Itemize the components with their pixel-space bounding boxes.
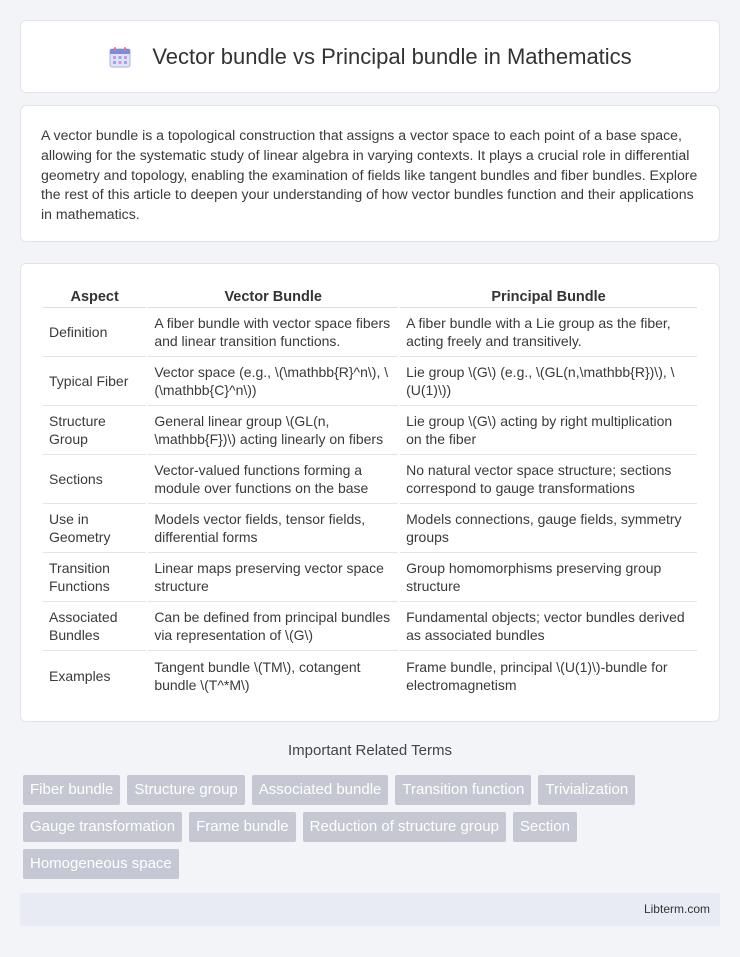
column-header-principal-bundle: Principal Bundle: [400, 282, 697, 308]
cell-principal-bundle-examples: Frame bundle, principal \(U(1)\)-bundle for electromagnetism: [406, 658, 668, 693]
related-terms-list: [23, 775, 703, 879]
related-term-tag[interactable]: Associated bundle: [252, 775, 389, 805]
cell-principal-bundle-use-in-geometry: Models connections, gauge fields, symmetry groups: [400, 504, 697, 553]
cell-principal-bundle-associated-bundles: Fundamental objects; vector bundles derived as associated bundles: [400, 602, 697, 651]
cell-vector-bundle-use-in-geometry: Models vector fields, tensor fields, differential forms: [148, 504, 398, 553]
cell-vector-bundle-structure-group: General linear group \(GL(n, \mathbb{F})\) acting linearly on fibers: [148, 406, 398, 455]
related-term-tag[interactable]: Fiber bundle: [23, 775, 120, 805]
cell-principal-bundle-structure-group: Lie group \(G\) acting by right multiplication on the fiber: [400, 406, 697, 455]
column-header-aspect: Aspect: [43, 282, 146, 308]
related-term-tag[interactable]: Frame bundle: [189, 812, 296, 842]
table-row: [43, 504, 697, 553]
related-term-tag[interactable]: Section: [513, 812, 577, 842]
table-header-row: [43, 282, 697, 308]
table-row: [43, 357, 697, 406]
page-title: Vector bundle vs Principal bundle in Mathematics: [152, 43, 632, 69]
cell-vector-bundle-examples: Tangent bundle \(TM\), cotangent bundle \(T^*M\): [154, 658, 361, 693]
cell-vector-bundle-transition-functions: Linear maps preserving vector space structure: [148, 553, 398, 602]
cell-aspect-use-in-geometry: Use in Geometry: [43, 504, 146, 553]
related-term-tag[interactable]: Structure group: [127, 775, 244, 805]
cell-vector-bundle-typical-fiber: Vector space (e.g., \(\mathbb{R}^n\), \(\mathbb{C}^n\)): [148, 357, 398, 406]
cell-aspect-transition-functions: Transition Functions: [43, 553, 146, 602]
table-row: [43, 455, 697, 504]
cell-vector-bundle-sections: Vector-valued functions forming a module over functions on the base: [148, 455, 398, 504]
intro-card: [20, 105, 720, 242]
cell-aspect-examples: Examples: [49, 667, 111, 684]
table-row: [43, 553, 697, 602]
cell-aspect-associated-bundles: Associated Bundles: [43, 602, 146, 651]
cell-aspect-typical-fiber: Typical Fiber: [43, 357, 146, 406]
related-term-tag[interactable]: Homogeneous space: [23, 849, 179, 879]
cell-principal-bundle-typical-fiber: Lie group \(G\) (e.g., \(GL(n,\mathbb{R})\), \(U(1)\)): [400, 357, 697, 406]
comparison-table: [41, 282, 699, 700]
cell-aspect-definition: Definition: [43, 308, 146, 357]
table-row: [43, 308, 697, 357]
cell-principal-bundle-transition-functions: Group homomorphisms preserving group structure: [400, 553, 697, 602]
cell-aspect-sections: Sections: [43, 455, 146, 504]
related-terms-title: Important Related Terms: [288, 742, 452, 759]
related-term-tag[interactable]: Trivialization: [538, 775, 635, 805]
footer: [20, 893, 720, 926]
related-term-tag[interactable]: Transition function: [395, 775, 531, 805]
related-term-tag[interactable]: Gauge transformation: [23, 812, 182, 842]
table-row: [43, 602, 697, 651]
comparison-table-card: [20, 263, 720, 722]
table-row: [43, 406, 697, 455]
cell-principal-bundle-definition: A fiber bundle with a Lie group as the fiber, acting freely and transitively.: [400, 308, 697, 357]
cell-principal-bundle-sections: No natural vector space structure; sections correspond to gauge transformations: [400, 455, 697, 504]
calendar-icon: [108, 45, 132, 69]
cell-aspect-structure-group: Structure Group: [43, 406, 146, 455]
table-row: [43, 651, 697, 700]
related-term-tag[interactable]: Reduction of structure group: [303, 812, 506, 842]
intro-paragraph: A vector bundle is a topological construction that assigns a vector space to each point of a base space, allowing for the systematic study of linear algebra in varying contexts. It plays a crucial role in differential geometry and topology, enabling the examination of fields like tangent bundles and fiber bundles. Explore the rest of this article to deepen your understanding of how vector bundles function and their applications in mathematics.: [41, 127, 698, 223]
title-card: [20, 20, 720, 93]
footer-brand-link[interactable]: Libterm.com: [643, 902, 710, 916]
cell-vector-bundle-associated-bundles: Can be defined from principal bundles via representation of \(G\): [148, 602, 398, 651]
cell-vector-bundle-definition: A fiber bundle with vector space fibers and linear transition functions.: [148, 308, 398, 357]
column-header-vector-bundle: Vector Bundle: [148, 282, 398, 308]
